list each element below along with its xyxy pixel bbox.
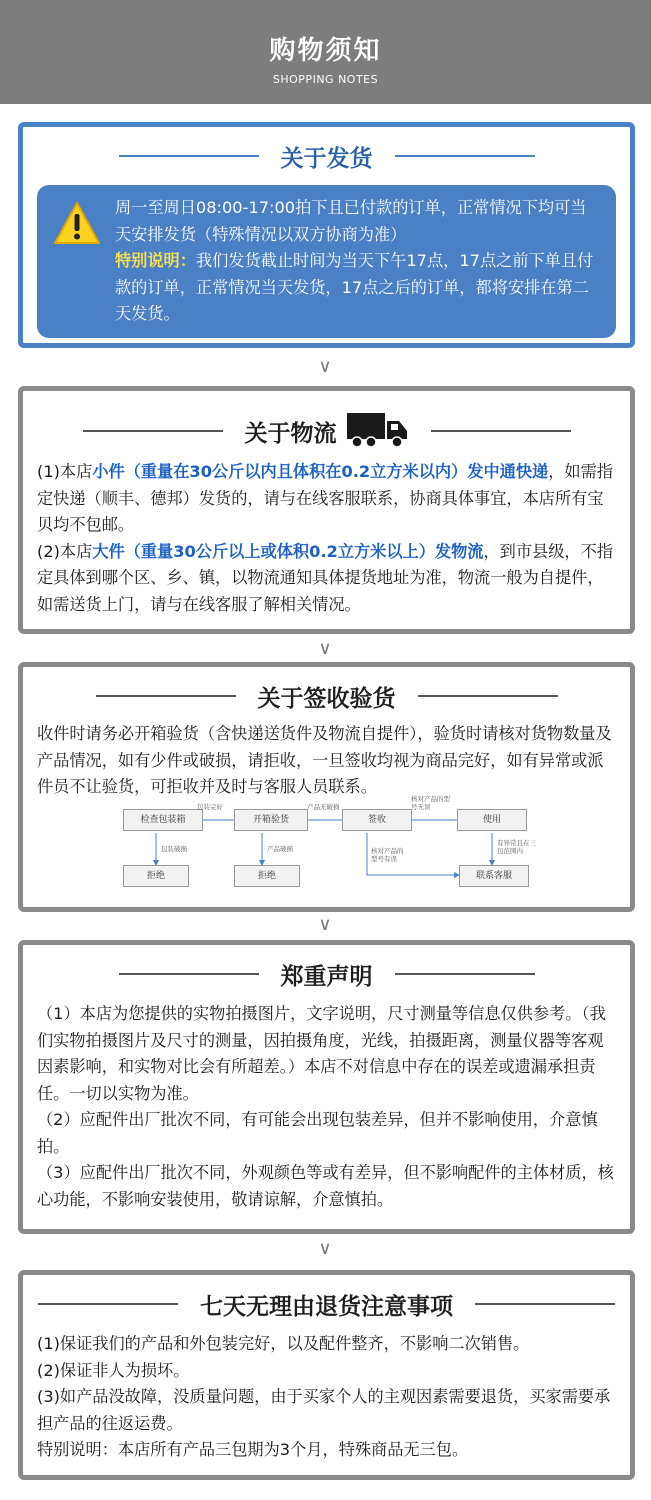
shipping-card	[18, 122, 635, 348]
logistics-header	[37, 391, 616, 471]
shipping-title: 关于发货	[280, 145, 373, 172]
returns-card	[18, 1270, 635, 1480]
logistics-body	[37, 459, 616, 618]
inspection-header	[37, 667, 616, 725]
flow-label-broken: 包装破损	[161, 844, 187, 853]
header-divider-left	[38, 1303, 178, 1305]
statement-body	[37, 1001, 616, 1213]
statement-card	[18, 940, 635, 1234]
para-rest: ，如需指定快递（顺丰、德邦）发货的，请与在线客服联系，协商具体事宜，本店所有宝贝均不包邮。	[37, 462, 613, 534]
flow-use-box: 使用	[457, 809, 527, 831]
truck-icon	[345, 409, 409, 453]
special-note-text: 我们发货截止时间为当天下午17点，17点之前下单且付款的订单，正常情况当天发货，17点之后的订单，都将安排在第二天发货。	[115, 251, 594, 323]
header-divider-left	[119, 973, 259, 975]
statement-para-3: （3）应配件出厂批次不同，外观颜色等或有差异，但不影响配件的主体材质，核心功能，不影响安装使用，敬请谅解，介意慎拍。	[37, 1163, 614, 1209]
header-divider-left	[83, 430, 223, 432]
page-banner	[0, 0, 651, 104]
banner-title: 购物须知	[269, 36, 382, 66]
para-prefix: (1)本店	[37, 462, 93, 481]
header-divider-right	[418, 695, 558, 697]
chevron-down-icon: ∨	[318, 638, 332, 659]
chevron-down-icon: ∨	[318, 356, 332, 377]
header-divider-left	[119, 155, 259, 157]
flow-reject-box-2: 拒绝	[234, 865, 300, 887]
special-note-label: 特别说明：	[115, 251, 196, 270]
flow-open-box: 开箱验货	[234, 809, 308, 831]
logistics-para-2	[37, 539, 616, 619]
banner-subtitle: SHOPPING NOTES	[272, 73, 379, 86]
flow-sign-box: 签收	[342, 809, 412, 831]
returns-body	[37, 1331, 616, 1464]
flow-label-ok: 产品无破损	[307, 802, 340, 811]
returns-para-1: (1)保证我们的产品和外包装完好，以及配件整齐，不影响二次销售。	[37, 1334, 530, 1353]
warning-icon	[53, 201, 101, 328]
statement-para-1: （1）本店为您提供的实物拍摄图片，文字说明，尺寸测量等信息仅供参考。（我们实物拍摄图片及尺寸的测量，因拍摄角度，光线，拍摄距离，测量仪器等客观因素影响，和实物对比会有所超差。）本店不对信息中存在的误差或遗漏承担责任。一切以实物为准。	[37, 1004, 606, 1103]
returns-para-2: (2)保证非人为损坏。	[37, 1360, 190, 1380]
inspection-title: 关于签收验货	[257, 685, 396, 712]
flow-label-intact: 包装完好	[197, 802, 223, 811]
inspection-text: 收件时请务必开箱验货（含快递送货件及物流自提件），验货时请核对货物数量及产品情况，如有少件或破损，请拒收，一旦签收均视为商品完好，如有异常或派件员不让验货，可拒收并及时与客服人员联系。	[37, 724, 612, 796]
inspection-card	[18, 662, 635, 912]
flow-service-box: 联系客服	[459, 865, 529, 887]
header-divider-right	[395, 973, 535, 975]
flow-label-mismatch: 核对产品的型号有误	[371, 846, 404, 863]
header-divider-left	[96, 695, 236, 697]
header-divider-right	[395, 155, 535, 157]
inspection-flowchart	[37, 794, 616, 889]
statement-title: 郑重声明	[280, 963, 373, 990]
logistics-title: 关于物流	[244, 420, 337, 447]
small-item-highlight: 小件（重量在30公斤以内且体积在0.2立方米以内）发中通快递	[92, 462, 549, 481]
flow-label-verify: 核对产品的型号无误	[411, 794, 450, 811]
chevron-down-icon: ∨	[318, 1238, 332, 1259]
statement-header	[37, 945, 616, 1003]
para-rest: ，到市县级，不指定具体到哪个区、乡、镇，以物流通知具体提货地址为准，物流一般为自提件，如需送货上门，请与在线客服了解相关情况。	[37, 541, 613, 614]
flow-reject-box-1: 拒绝	[123, 865, 189, 887]
shipping-notice-text	[115, 195, 602, 328]
para-prefix: (2)本店	[37, 541, 93, 561]
flow-label-damaged: 产品破损	[267, 844, 293, 853]
chevron-down-icon: ∨	[318, 914, 332, 935]
header-divider-right	[431, 430, 571, 432]
flow-label-issue: 有异常且在三包范围内	[497, 838, 536, 855]
statement-para-2: （2）应配件出厂批次不同，有可能会出现包装差异，但并不影响使用，介意慎拍。	[37, 1110, 598, 1156]
header-divider-right	[475, 1303, 615, 1305]
shipping-notice	[37, 185, 616, 338]
returns-special-note: 特别说明：本店所有产品三包期为3个月，特殊商品无三包。	[37, 1440, 469, 1459]
returns-title: 七天无理由退货注意事项	[200, 1293, 453, 1320]
returns-para-3: (3)如产品没故障，没质量问题，由于买家个人的主观因素需要退货，买家需要承担产品的往返运费。	[37, 1387, 611, 1433]
shipping-hours-text: 周一至周日08:00-17:00拍下且已付款的订单，正常情况下均可当天安排发货（特殊情况以双方协商为准）	[115, 198, 587, 244]
flow-check-box: 检查包装箱	[123, 809, 203, 831]
large-item-highlight: 大件（重量30公斤以上或体积0.2立方米以上）发物流	[92, 541, 484, 561]
returns-header	[37, 1275, 616, 1333]
logistics-card	[18, 386, 635, 634]
shipping-header	[37, 127, 616, 185]
